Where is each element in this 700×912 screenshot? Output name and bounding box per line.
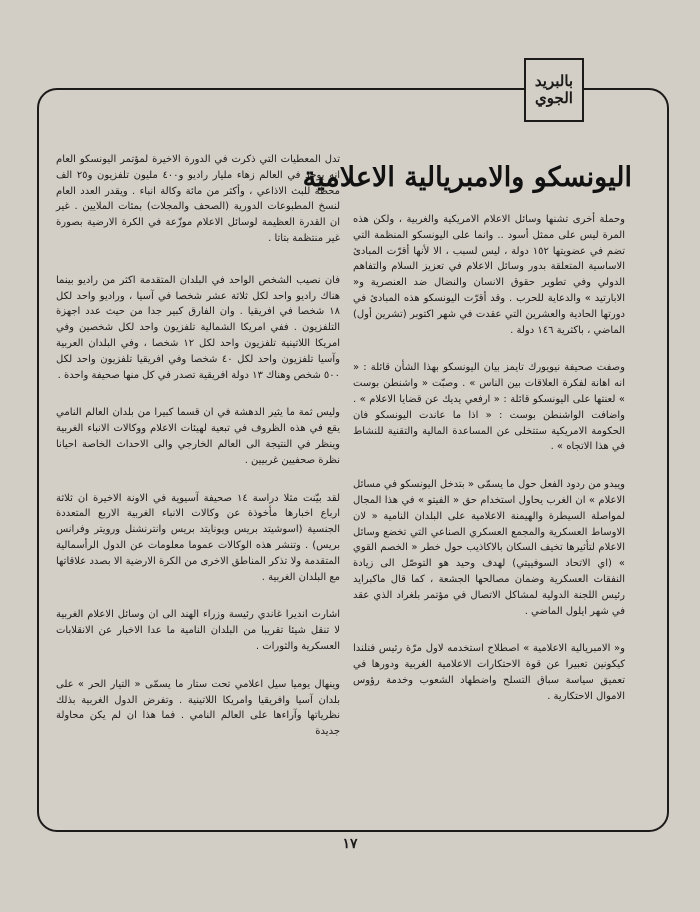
paragraph: وصفت صحيفة نيويورك تايمز بيان اليونسكو بهذا الشأن قائلة : « انه اهانة لفكرة العلاقات بين الناس » . وصبّت « واشنطن بوست » لعنتها على اليونسكو قائلة : « ارفعي يديك عن قضايا الاعلام » . واضافت الواشنطن بوست : « اذا ما عاندت اليونسكو فان الحكومة الامريكية ستتخلى عن المساعدة المالية والتقنية للنشاط في هذا الاتجاه » . <box>353 362 625 453</box>
section-label-line2: الجوي <box>535 89 573 107</box>
section-label-line1: بالبريد <box>534 72 574 90</box>
page-number: ١٧ <box>342 836 358 852</box>
paragraph: و« الامبريالية الاعلامية » اصطلاح استخدمه لاول مرّة رئيس فنلندا كيكونين تعبيرا عن قوة الاحتكارات الاعلامية الغربية ودورها في تعميق سياسة سباق التسلح واضطهاد الشعوب وخدمة رؤوس الاموال الاحتكارية . <box>353 643 625 702</box>
right-column <box>353 212 625 727</box>
paragraph: وينهال يوميا سيل اعلامي تحت ستار ما يسمّى « التيار الحر » على بلدان آسيا وافريقيا وامريكا اللاتينية . وتفرض الدول الغربية بذلك نظرياتها وآراءها على العالم النامي . فما هذا ان لم يكن محاولة جديدة <box>56 678 340 738</box>
section-label <box>524 58 584 122</box>
left-column <box>56 152 340 762</box>
paragraph: وحملة أخرى تشنها وسائل الاعلام الامريكية والغربية ، ولكن هذه المرة ليس على ممثل أسود .. وانما على اليونسكو المنظمة التي تضم في عضويتها ١٥٢ دولة ، ليس لسبب ، الا لأنها أقرّت المبادئ الاساسية المتعلقة بدور وسائل الاعلام في تعزيز السلام والتفاهم الدولي وفي تطوير حقوق الانسان والنضال ضد العنصرية و« الابارتيد » والدعاية للحرب . وقد أقرّت اليونسكو هذه المبادئ في دورتها الحادية والعشرين التي عقدت في شهر اكتوبر (تشرين أول) الماضي ، باكثرية ١٤٦ دولة . <box>353 214 625 336</box>
paragraph: اشارت انديرا غاندي رئيسة وزراء الهند الى ان وسائل الاعلام الغربية لا تنقل شيئا تقريبا من البلدان النامية ما عدا الاخبار عن الانقلابات العسكرية والثورات . <box>56 609 340 652</box>
paragraph: ويبدو من ردود الفعل حول ما يسمّى « بتدخل اليونسكو في مسائل الاعلام » ان الغرب يحاول استخدام حق « الفيتو » في هذا المجال لمواصلة السيطرة والهيمنة الاعلامية على البلدان النامية « لان الاوساط العسكرية والمجمع العسكري الصناعي التي تخضع وسائل الاعلام لتأثيرها تخيف السكان بالاكاذيب حول خطر « الخصم القوي » (اي الاتحاد السوفييتي) لهدف وحيد هو التوصّل الى زيادة النفقات العسكرية وضمان مصالحها الجشعة ، كما قال ماكبرايد رئيس اللجنة الدولية لمشاكل الاتصال في مؤتمر بلغراد الذي عقد في شهر ايلول الماضي . <box>353 479 625 617</box>
paragraph: تدل المعطيات التي ذكرت في الدورة الاخيرة لمؤتمر اليونسكو العام انه يوجد في العالم زهاء مليار راديو و٤٠٠ مليون تلفزيون و٢٥ الف محطة للبث الاذاعي ، وأكثر من مائة وكالة انباء . ويقدر العدد العام لنسخ المطبوعات الدورية (الصحف والمجلات) بمئات الملايين . غير ان القدرة العظيمة لوسائل الاعلام موزّعة في الكرة الارضية بصورة غير منتظمة بتاتا . <box>56 154 341 244</box>
paragraph: فان نصيب الشخص الواحد في البلدان المتقدمة اكثر من راديو بينما هناك راديو واحد لكل ثلاثة عشر شخصا في آسيا ، وراديو واحد لكل ١٨ شخصا في افريقيا . وان الفارق كبير جدا من حيث عدد اجهزة التلفزيون . ففي امريكا الشمالية تلفزيون واحد لكل شخصين وفي امريكا اللاتينية تلفزيون واحد لكل ١٢ شخصا ، وفي البلدان العربية وآسيا تلفزيون واحد لكل ٤٠ شخصا وفي افريقيا تلفزيون واحد لكل ٥٠٠ شخص وهناك ١٣ دولة افريقية تصدر في كل منها صحيفة واحدة . <box>56 274 340 381</box>
paragraph: وليس ثمة ما يثير الدهشة في ان قسما كبيرا من بلدان العالم النامي يقع في هذه الظروف في تبعية لهيئات الاعلام ووكالات الانباء الغربية وينظر في النتيجة الى العالم الخارجي والى الاحداث الخاصة احيانا نظرة صحفيين غربيين . <box>56 407 340 466</box>
article-headline: اليونسكو والامبريالية الاعلامية <box>302 162 632 193</box>
paragraph: لقد بيّنت مثلا دراسة ١٤ صحيفة آسيوية في الاونة الاخيرة ان ثلاثة ارباع اخبارها مأخوذة عن وكالات الانباء الغربية الاربع المتعددة الجنسية (اسوشيتد بريس ويونايتد بريس وانترنشنل ورويتر وفرانس بريس) . وتنشر هذه الوكالات عموما معلومات عن الدول الرأسمالية المتقدمة ولا تذكر المناطق الاخرى من الكرة الارضية الا بصدد علاقاتها مع البلدان الغربية . <box>56 492 340 583</box>
